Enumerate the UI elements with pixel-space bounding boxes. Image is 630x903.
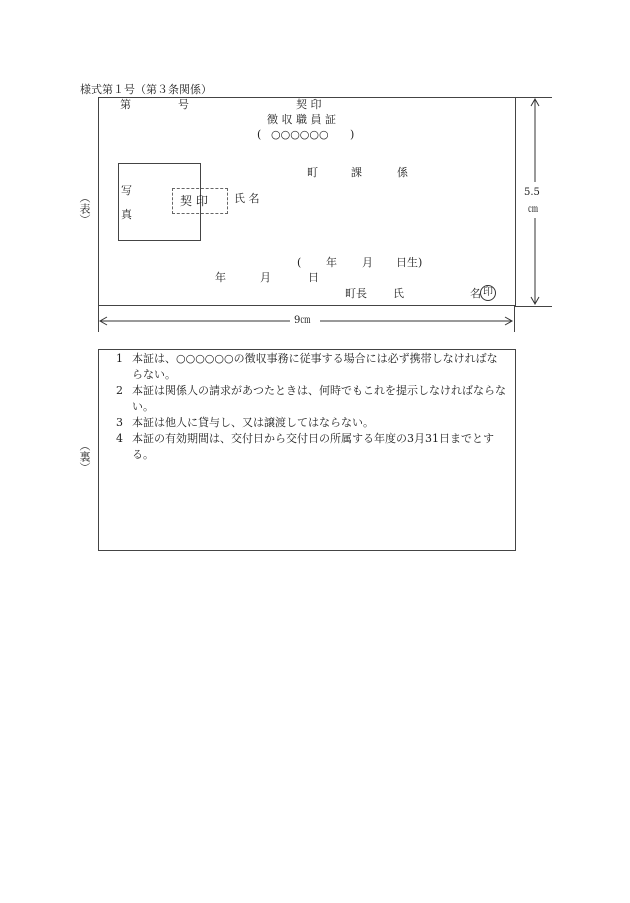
width-dimension: 9㎝ [294,315,311,326]
org-placeholder: ○○○○○○ [271,128,329,141]
org-paren-open: ( [257,128,262,141]
mayor-surname-marker: 氏 [393,287,404,300]
birth-paren-open: ( [297,256,302,269]
note-text: 本証は他人に貸与し、又は譲渡してはならない。 [132,416,374,429]
form-title: 様式第１号（第３条関係） [80,83,212,96]
back-side-label: （裏） [78,440,91,473]
note-number: 1 [116,352,123,365]
number-suffix: 号 [178,98,189,111]
dept-section: 課 [351,166,362,179]
note-text: 本証は、○○○○○○の徴収事務に従事する場合には必ず携帯しなければならない。 [132,352,498,381]
birth-day: 日生) [396,256,423,269]
note-item [116,415,508,431]
note-number: 3 [116,416,123,429]
tally-seal-text: 契 印 [180,194,208,208]
mayor-title: 町長 [345,287,367,300]
note-item [116,351,508,383]
front-side-label: （表） [78,192,91,225]
dept-unit: 係 [397,166,408,179]
birth-year: 年 [326,256,337,269]
official-seal-icon: 印 [480,285,496,301]
birth-month: 月 [362,256,373,269]
photo-label-2: 真 [121,208,132,221]
issue-day: 日 [308,271,319,284]
org-paren-close: ) [350,128,355,141]
photo-label-1: 写 [121,184,132,197]
note-text: 本証は関係人の請求があつたときは、何時でもこれを提示しなければならない。 [132,384,506,413]
mayor-name-marker: 名 [470,287,481,300]
note-text: 本証の有効期間は、交付日から交付日の所属する年度の3月31日までとする。 [132,432,494,461]
card-title: 徴 収 職 員 証 [267,113,336,126]
issue-year: 年 [215,271,226,284]
tally-seal-top: 契 印 [296,98,322,111]
note-item [116,431,508,463]
dept-town: 町 [307,166,318,179]
name-label: 氏 名 [234,192,260,205]
height-dimension: 5.5 [524,187,540,198]
number-prefix: 第 [120,98,131,111]
issue-month: 月 [260,271,271,284]
note-item [116,383,508,415]
back-notes [116,351,508,463]
note-number: 4 [116,432,123,445]
height-dimension-unit: ㎝ [528,204,538,215]
note-number: 2 [116,384,123,397]
